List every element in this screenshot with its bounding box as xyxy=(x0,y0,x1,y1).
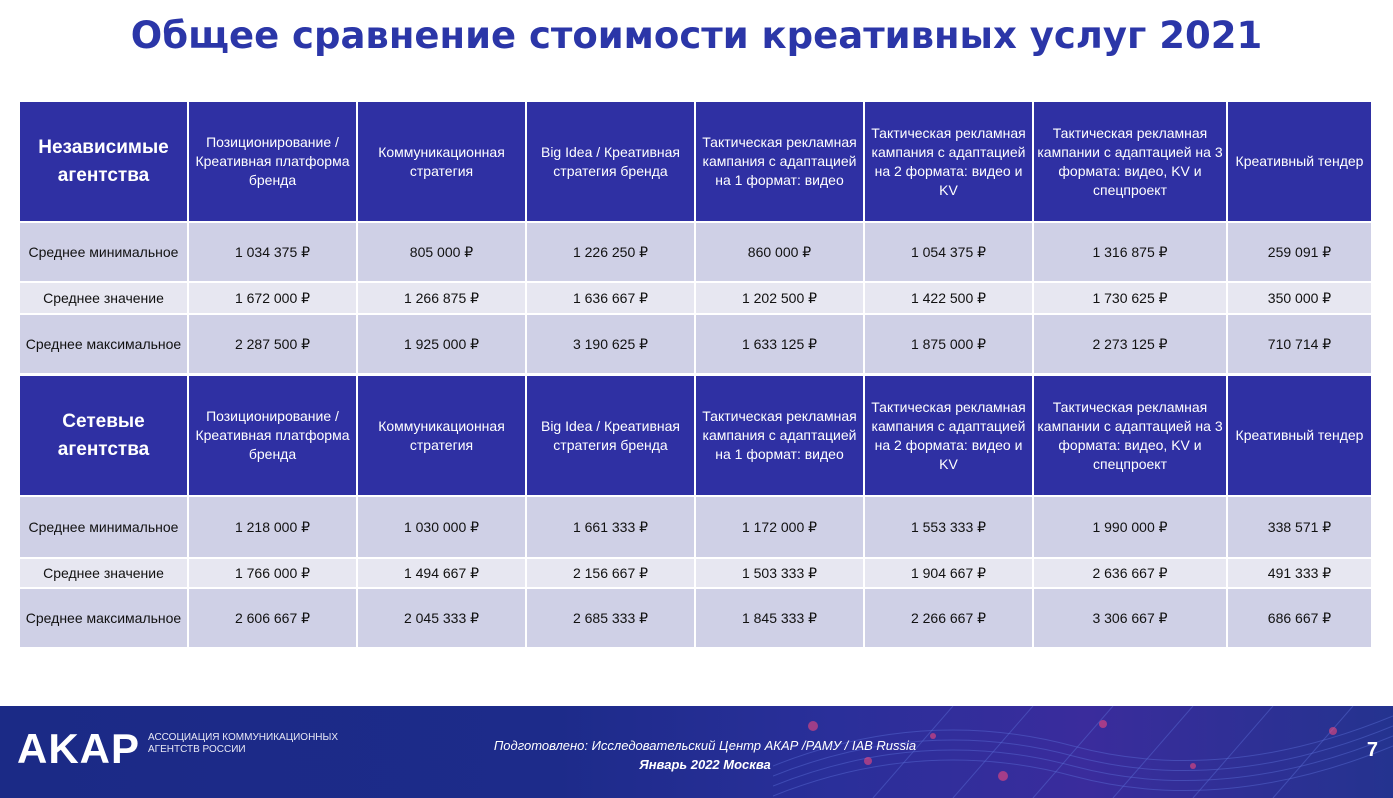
table-cell: 1 633 125 ₽ xyxy=(695,314,864,374)
table-row xyxy=(19,282,1372,314)
table-cell: 2 287 500 ₽ xyxy=(188,314,357,374)
column-header: Позиционирование / Креативная платформа бренда xyxy=(188,375,357,496)
column-header: Тактическая рекламная кампании с адаптацией на 3 формата: видео, KV и спецпроект xyxy=(1033,101,1227,222)
table-cell: 1 925 000 ₽ xyxy=(357,314,526,374)
table-cell: 2 685 333 ₽ xyxy=(526,588,695,648)
table-cell: 1 226 250 ₽ xyxy=(526,222,695,282)
network-agencies-table xyxy=(18,374,1373,649)
table-cell: 1 990 000 ₽ xyxy=(1033,496,1227,558)
table-cell: 1 494 667 ₽ xyxy=(357,558,526,588)
table-cell: 1 766 000 ₽ xyxy=(188,558,357,588)
table-cell: 1 202 500 ₽ xyxy=(695,282,864,314)
page-title: Общее сравнение стоимости креативных услуг 2021 xyxy=(130,14,1263,57)
column-header: Big Idea / Креативная стратегия бренда xyxy=(526,101,695,222)
table-cell: 1 034 375 ₽ xyxy=(188,222,357,282)
table-cell: 1 553 333 ₽ xyxy=(864,496,1033,558)
row-label: Среднее максимальное xyxy=(19,314,188,374)
footer-banner xyxy=(0,706,1393,798)
column-header: Тактическая рекламная кампания с адаптацией на 2 формата: видео и KV xyxy=(864,101,1033,222)
group-label: Независимые агентства xyxy=(19,101,188,222)
table-row xyxy=(19,588,1372,648)
column-header: Коммуникационная стратегия xyxy=(357,101,526,222)
row-label: Среднее минимальное xyxy=(19,496,188,558)
akar-logo: AKAP xyxy=(17,725,141,772)
table-cell: 338 571 ₽ xyxy=(1227,496,1372,558)
table-cell: 3 306 667 ₽ xyxy=(1033,588,1227,648)
table-cell: 1 172 000 ₽ xyxy=(695,496,864,558)
table-row xyxy=(19,314,1372,374)
table-cell: 259 091 ₽ xyxy=(1227,222,1372,282)
column-header: Креативный тендер xyxy=(1227,375,1372,496)
row-label: Среднее значение xyxy=(19,282,188,314)
table-cell: 686 667 ₽ xyxy=(1227,588,1372,648)
table-cell: 350 000 ₽ xyxy=(1227,282,1372,314)
column-header: Тактическая рекламная кампания с адаптацией на 2 формата: видео и KV xyxy=(864,375,1033,496)
table-cell: 1 218 000 ₽ xyxy=(188,496,357,558)
column-header: Креативный тендер xyxy=(1227,101,1372,222)
table-cell: 2 273 125 ₽ xyxy=(1033,314,1227,374)
table-cell: 1 904 667 ₽ xyxy=(864,558,1033,588)
logo-subtitle: АССОЦИАЦИЯ КОММУНИКАЦИОННЫХ АГЕНТСТВ РОССИИ xyxy=(148,732,339,755)
independent-agencies-table xyxy=(18,100,1373,375)
table-row xyxy=(19,558,1372,588)
column-header: Тактическая рекламная кампания с адаптацией на 1 формат: видео xyxy=(695,375,864,496)
table-row xyxy=(19,496,1372,558)
table-cell: 1 672 000 ₽ xyxy=(188,282,357,314)
row-label: Среднее максимальное xyxy=(19,588,188,648)
table-cell: 2 636 667 ₽ xyxy=(1033,558,1227,588)
table-cell: 1 730 625 ₽ xyxy=(1033,282,1227,314)
table-cell: 1 422 500 ₽ xyxy=(864,282,1033,314)
table-cell: 1 503 333 ₽ xyxy=(695,558,864,588)
row-label: Среднее значение xyxy=(19,558,188,588)
table-cell: 1 030 000 ₽ xyxy=(357,496,526,558)
column-header: Коммуникационная стратегия xyxy=(357,375,526,496)
table-cell: 491 333 ₽ xyxy=(1227,558,1372,588)
group-label: Сетевые агентства xyxy=(19,375,188,496)
table-cell: 1 636 667 ₽ xyxy=(526,282,695,314)
table-row xyxy=(19,222,1372,282)
table-cell: 2 156 667 ₽ xyxy=(526,558,695,588)
table-cell: 2 045 333 ₽ xyxy=(357,588,526,648)
column-header: Big Idea / Креативная стратегия бренда xyxy=(526,375,695,496)
table-cell: 860 000 ₽ xyxy=(695,222,864,282)
table-cell: 3 190 625 ₽ xyxy=(526,314,695,374)
column-header: Тактическая рекламная кампании с адаптацией на 3 формата: видео, KV и спецпроект xyxy=(1033,375,1227,496)
column-header: Позиционирование / Креативная платформа бренда xyxy=(188,101,357,222)
table-cell: 1 054 375 ₽ xyxy=(864,222,1033,282)
table-cell: 1 845 333 ₽ xyxy=(695,588,864,648)
table-cell: 1 661 333 ₽ xyxy=(526,496,695,558)
table-cell: 1 875 000 ₽ xyxy=(864,314,1033,374)
table-cell: 710 714 ₽ xyxy=(1227,314,1372,374)
credit-line: Подготовлено: Исследовательский Центр АКАР /РАМУ / IAB Russia xyxy=(493,738,917,753)
page-number: 7 xyxy=(1366,739,1378,761)
row-label: Среднее минимальное xyxy=(19,222,188,282)
table-header-row xyxy=(19,375,1372,496)
credit-date: Январь 2022 Москва xyxy=(639,757,771,772)
credits xyxy=(400,736,1010,774)
table-cell: 1 266 875 ₽ xyxy=(357,282,526,314)
column-header: Тактическая рекламная кампания с адаптацией на 1 формат: видео xyxy=(695,101,864,222)
table-cell: 2 606 667 ₽ xyxy=(188,588,357,648)
table-header-row xyxy=(19,101,1372,222)
table-cell: 2 266 667 ₽ xyxy=(864,588,1033,648)
table-cell: 1 316 875 ₽ xyxy=(1033,222,1227,282)
table-cell: 805 000 ₽ xyxy=(357,222,526,282)
